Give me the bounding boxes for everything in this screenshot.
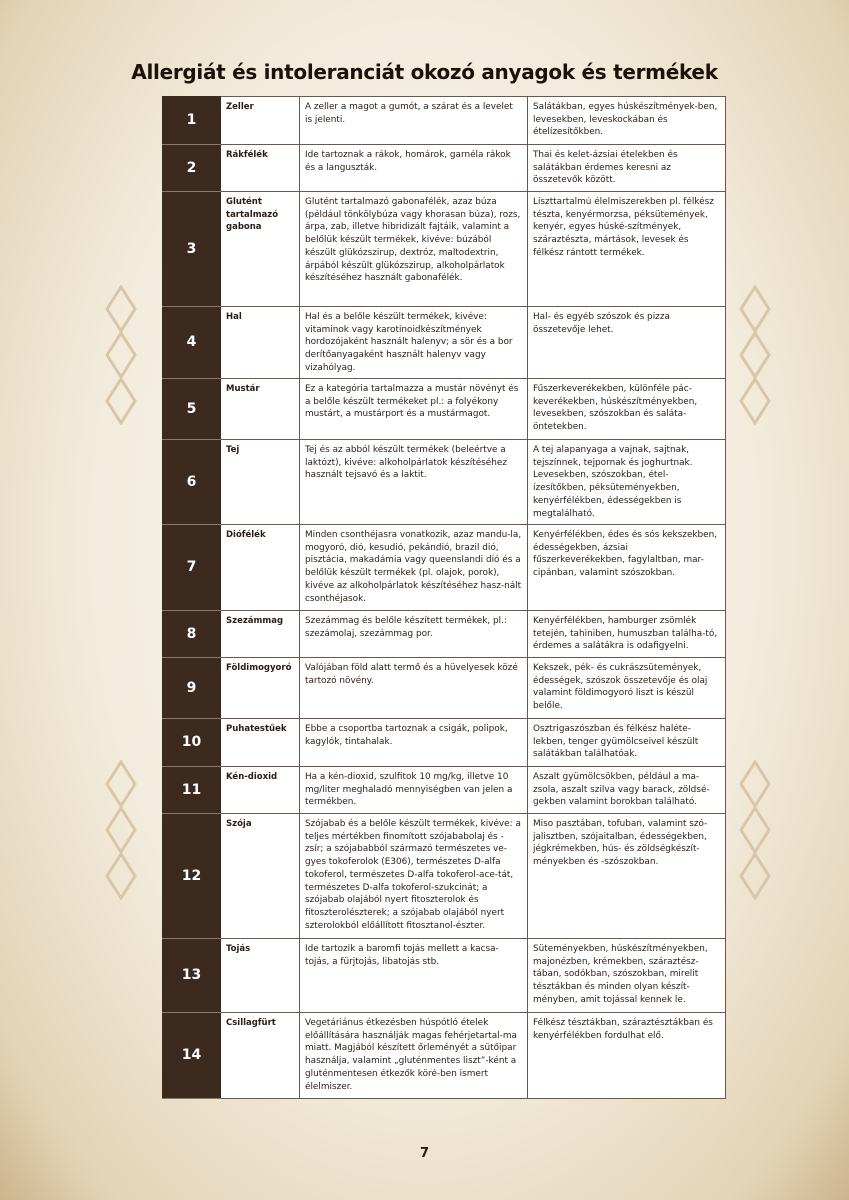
- allergen-found-in: Süteményekben, húskészítményekben, majonézben, krémekben, száraztész-tában, sodókban, szószokban, mirelit tésztákban és minden olyan készít-ményben, amit tojással kennek le.: [528, 939, 726, 1013]
- row-number: 12: [163, 814, 221, 939]
- allergen-found-in: Liszttartalmú élelmiszerekben pl. félkész tészta, kenyérmorzsa, péksütemények, kenyér, egyes húské-szítmények, száraztészta, mártások, levesek és félkész rántott termékek.: [528, 192, 726, 307]
- table-row: [163, 192, 726, 307]
- diamond-ornament-right-lower: [738, 760, 772, 900]
- table-row: [163, 719, 726, 767]
- table-row: [163, 611, 726, 658]
- allergen-found-in: Thai és kelet-ázsiai ételekben és salátákban érdemes keresni az összetevők között.: [528, 145, 726, 192]
- table-row: [163, 658, 726, 719]
- row-number: 8: [163, 611, 221, 658]
- row-number: 2: [163, 145, 221, 192]
- allergen-found-in: A tej alapanyaga a vajnak, sajtnak, tejszínnek, tejpornak és joghurtnak. Levesekben, szószokban, étel-ízesítőkben, péksüteményekben, kenyérfélékben, édességekben is megtalálható.: [528, 440, 726, 525]
- allergen-name: Szezámmag: [221, 611, 300, 658]
- allergen-name: Földimogyoró: [221, 658, 300, 719]
- allergen-found-in: Fűszerkeverékekben, különféle pác-keverékekben, húskészítményekben, levesekben, szószokban és saláta-öntetekben.: [528, 379, 726, 440]
- row-number: 14: [163, 1013, 221, 1099]
- allergen-found-in: Osztrigaszószban és félkész haléte-lekben, tenger gyümölcseivel készült salátákban találhatóak.: [528, 719, 726, 767]
- allergen-description: Ide tartozik a baromfi tojás mellett a kacsa-tojás, a fürjtojás, libatojás stb.: [300, 939, 528, 1013]
- allergen-found-in: Aszalt gyümölcsökben, például a ma-zsola, aszalt szilva vagy barack, zöldsé-gekben valamint borokban található.: [528, 767, 726, 814]
- allergen-found-in: Kekszek, pék- és cukrászsütemények, édességek, szószok összetevője és olaj valamint földimogyoró liszt is készül belőle.: [528, 658, 726, 719]
- row-number: 11: [163, 767, 221, 814]
- allergen-name: Rákfélék: [221, 145, 300, 192]
- table-row: [163, 814, 726, 939]
- allergen-name: Puhatestűek: [221, 719, 300, 767]
- allergen-found-in: Miso pasztában, tofuban, valamint szó-jalisztben, szójaitalban, édességekben, jégkrémekben, hús- és zöldségkészít-ményekben és -szószokban.: [528, 814, 726, 939]
- allergen-found-in: Félkész tésztákban, száraztésztákban és kenyérfélékben fordulhat elő.: [528, 1013, 726, 1099]
- diamond-ornament-right: [738, 285, 772, 425]
- allergen-description: Ha a kén-dioxid, szulfitok 10 mg/kg, illetve 10 mg/liter meghaladó mennyiségben van jelen a termékben.: [300, 767, 528, 814]
- row-number: 3: [163, 192, 221, 307]
- allergen-name: Glutént tartalmazó gabona: [221, 192, 300, 307]
- diamond-ornament-left: [104, 285, 138, 425]
- allergen-description: Ide tartoznak a rákok, homárok, garnéla rákok és a languszták.: [300, 145, 528, 192]
- page-title: Allergiát és intoleranciát okozó anyagok és termékek: [131, 60, 718, 84]
- row-number: 1: [163, 97, 221, 145]
- allergen-description: Vegetáriánus étkezésben húspótló ételek előállítására használják magas fehérjetartal-ma miatt. Magjából készített őrleményét a sütőipar használja, valamint „gluténmentes liszt”-ként a gluténmentesen étkezők köré-ben ismert élelmiszer.: [300, 1013, 528, 1099]
- allergen-found-in: Kenyérfélékben, hamburger zsömlék tetején, tahiniben, humuszban találha-tó, érdemes a salátákra is odafigyelni.: [528, 611, 726, 658]
- allergen-description: Szezámmag és belőle készített termékek, pl.: szezámolaj, szezámmag por.: [300, 611, 528, 658]
- table-row: [163, 1013, 726, 1099]
- row-number: 7: [163, 525, 221, 611]
- allergen-name: Tojás: [221, 939, 300, 1013]
- table-row: [163, 939, 726, 1013]
- allergen-description: Hal és a belőle készült termékek, kivéve: vitaminok vagy karotinoidkészítmények hordozójaként használt halenyv; a sör és a bor derítőanyagaként használt halenyv vagy vizahólyag.: [300, 307, 528, 379]
- table-row: [163, 525, 726, 611]
- row-number: 9: [163, 658, 221, 719]
- table-row: [163, 145, 726, 192]
- allergen-name: Hal: [221, 307, 300, 379]
- allergen-description: A zeller a magot a gumót, a szárat és a levelet is jelenti.: [300, 97, 528, 145]
- table-row: [163, 767, 726, 814]
- table-row: [163, 379, 726, 440]
- allergen-name: Csillagfürt: [221, 1013, 300, 1099]
- allergen-name: Tej: [221, 440, 300, 525]
- table-row: [163, 307, 726, 379]
- allergen-description: Ebbe a csoportba tartoznak a csigák, polipok, kagylók, tintahalak.: [300, 719, 528, 767]
- allergen-name: Zeller: [221, 97, 300, 145]
- allergen-name: Kén-dioxid: [221, 767, 300, 814]
- allergen-description: Glutént tartalmazó gabonafélék, azaz búza (például tönkölybúza vagy khorasan búza), rozs, árpa, zab, illetve hibridizált fajtáik, valamint a belőlük készült termékek, kivéve: búzából készült glükózszirup, dextróz, maltodextrin, árpából készült glükózszirup, alkoholpárlatok készítéséhez használt gabonafélék.: [300, 192, 528, 307]
- row-number: 4: [163, 307, 221, 379]
- row-number: 5: [163, 379, 221, 440]
- allergen-name: Mustár: [221, 379, 300, 440]
- allergen-description: Ez a kategória tartalmazza a mustár növényt és a belőle készült termékeket pl.: a folyékony mustárt, a mustárport és a mustármagot.: [300, 379, 528, 440]
- allergen-found-in: Salátákban, egyes húskészítmények-ben, levesekben, leveskockában és ételízesítőkben.: [528, 97, 726, 145]
- allergen-name: Szója: [221, 814, 300, 939]
- table-row: [163, 440, 726, 525]
- allergen-description: Valójában föld alatt termő és a hüvelyesek közé tartozó növény.: [300, 658, 528, 719]
- allergen-found-in: Hal- és egyéb szószok és pizza összetevője lehet.: [528, 307, 726, 379]
- table-row: [163, 97, 726, 145]
- diamond-ornament-left-lower: [104, 760, 138, 900]
- allergen-table: [162, 96, 726, 1099]
- allergen-name: Diófélék: [221, 525, 300, 611]
- page-number: 7: [419, 1146, 430, 1161]
- allergen-description: Tej és az abból készült termékek (beleértve a laktózt), kivéve: alkoholpárlatok készítéséhez használt tejsavó és a laktit.: [300, 440, 528, 525]
- allergen-description: Szójabab és a belőle készült termékek, kivéve: a teljes mértékben finomított szójababolaj és -zsír; a szójababból származó természetes ve-gyes tokoferolok (E306), természetes D-alfa tokoferol, természetes D-alfa tokoferol-ace-tát, természetes D-alfa tokoferol-szukcinát; a szójabab olajából nyert fitoszterolok és fitoszterolészterek; a szójabab olajából nyert szterolokból előállított fitosztanol-észter.: [300, 814, 528, 939]
- row-number: 10: [163, 719, 221, 767]
- row-number: 6: [163, 440, 221, 525]
- row-number: 13: [163, 939, 221, 1013]
- allergen-found-in: Kenyérfélékben, édes és sós kekszekben, édességekben, ázsiai fűszerkeverékekben, fagylaltban, mar-cipánban, valamint szószokban.: [528, 525, 726, 611]
- allergen-description: Minden csonthéjasra vonatkozik, azaz mandu-la, mogyoró, dió, kesudió, pekándió, brazil dió, pisztácia, makadámia vagy queenslandi dió és a belőlük készült termékek (pl. olajok, porok), kivéve az alkoholpárlatok készítéséhez hasz-nált csonthéjasok.: [300, 525, 528, 611]
